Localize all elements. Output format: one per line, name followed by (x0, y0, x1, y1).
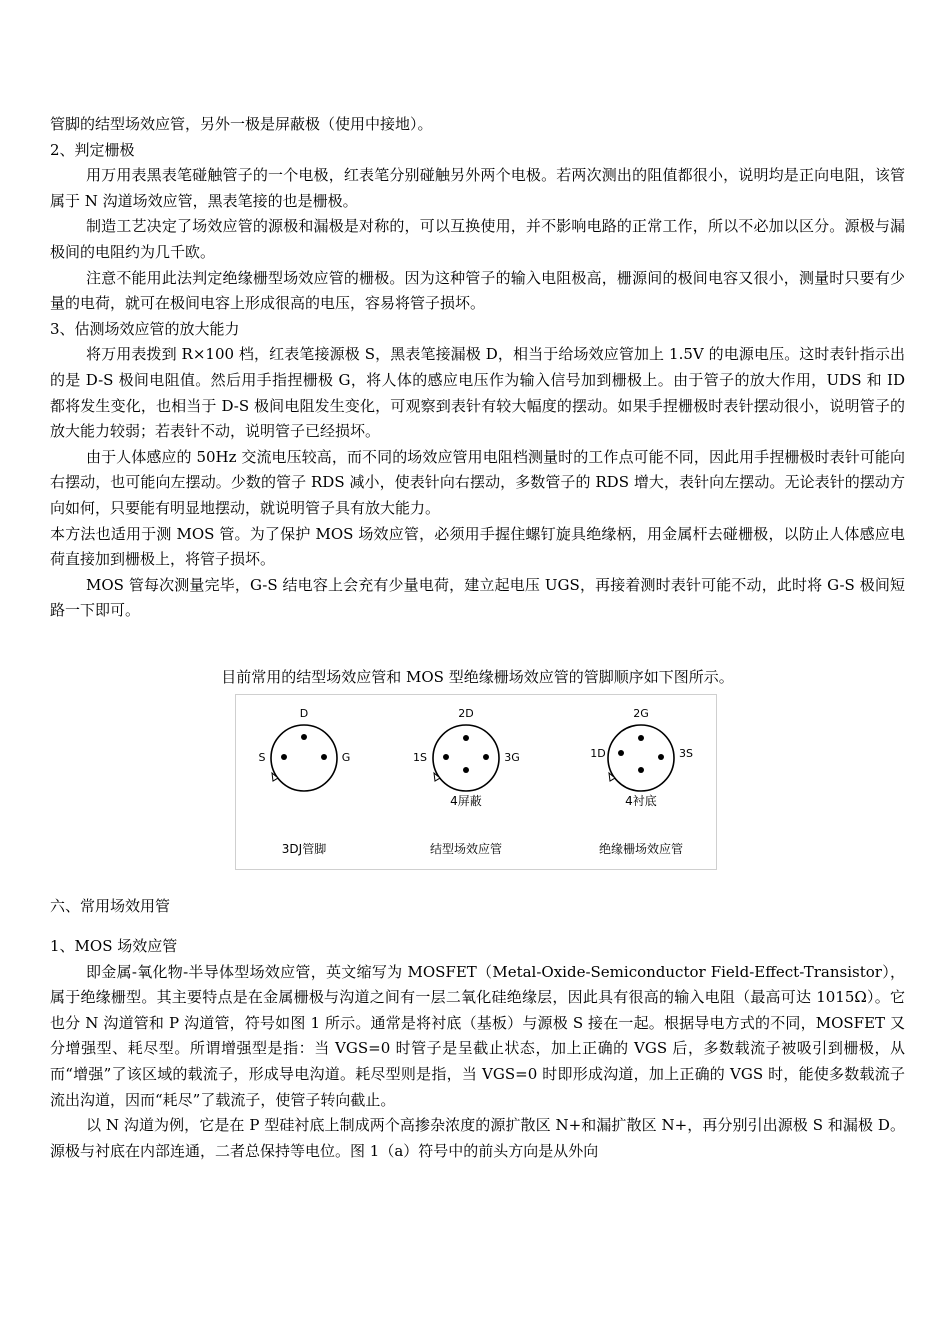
paragraph: 由于人体感应的 50Hz 交流电压较高，而不同的场效应管用电阻档测量时的工作点可能不同，因此用手捏栅极时表针可能向右摆动，也可能向左摆动。少数的管子 RDS 减小，使表针向右摆动，多数管子的 RDS 增大，表针向左摆动。无论表针的摆动方向如何，只要能有明显地摆动，就说明管子具有放大能力。 (50, 447, 905, 517)
paragraph: 本方法也适用于测 MOS 管。为了保护 MOS 场效应管，必须用手握住螺钉旋具绝缘柄，用金属杆去碰栅极，以防止人体感应电荷直接加到栅极上，将管子损坏。 (50, 524, 905, 569)
pin-label: S (258, 751, 266, 765)
section-heading-gate: 2、判定栅极 (50, 140, 135, 159)
section-heading-amplification: 3、估测场效应管的放大能力 (50, 319, 240, 338)
figure-caption: 目前常用的结型场效应管和 MOS 型绝缘栅场效应管的管脚顺序如下图所示。 (221, 667, 734, 686)
diagram-caption: 3DJ管脚 (281, 842, 327, 857)
pin-label: D (299, 707, 309, 721)
document-page (50, 112, 905, 1164)
diagram-caption: 结型场效应管 (429, 842, 503, 857)
pin-label: 1S (413, 751, 427, 765)
pin-label: 3S (679, 747, 693, 761)
paragraph: 即金属-氧化物-半导体型场效应管，英文缩写为 MOSFET（Metal-Oxide-Semiconductor Field-Effect-Transistor），属于绝缘栅型。其主要特点是在金属栅极与沟道之间有一层二氧化硅绝缘层，因此具有很高的输入电阻（最高可达 1015Ω）。它也分 N 沟道管和 P 沟道管，符号如图 1 所示。通常是将衬底（基板）与源极 S 接在一起。根据导电方式的不同，MOSFET 又分增强型、耗尽型。所谓增强型是指：当 VGS=0 时管子是呈截止状态，加上正确的 VGS 后，多数载流子被吸引到栅极，从而“增强”了该区域的载流子，形成导电沟道。耗尽型则是指，当 VGS=0 时即形成沟道，加上正确的 VGS 时，能使多数载流子流出沟道，因而“耗尽”了载流子，使管子转向截止。 (50, 962, 905, 1109)
diagram-caption: 绝缘栅场效应管 (598, 842, 684, 857)
subsection-heading-mosfet: 1、MOS 场效应管 (50, 937, 178, 956)
pinout-diagram-jfet (413, 707, 520, 856)
pinout-diagram-mosfet (590, 707, 693, 856)
paragraph: MOS 管每次测量完毕，G-S 结电容上会充有少量电荷，建立起电压 UGS，再接着测时表针可能不动，此时将 G-S 极间短路一下即可。 (50, 575, 905, 620)
pin-label: 4衬底 (625, 794, 657, 809)
paragraph: 制造工艺决定了场效应管的源极和漏极是对称的，可以互换使用，并不影响电路的正常工作，所以不必加以区分。源极与漏极间的电阻约为几千欧。 (50, 217, 905, 261)
pin-label: 2G (633, 707, 649, 721)
chapter-heading: 六、常用场效用管 (50, 897, 171, 916)
paragraph: 将万用表拨到 R×100 档，红表笔接源极 S，黑表笔接漏极 D，相当于给场效应管加上 1.5V 的电源电压。这时表针指示出的是 D-S 极间电阻值。然后用手指捏栅极 G，将人体的感应电压作为输入信号加到栅极上。由于管子的放大作用，UDS 和 ID 都将发生变化，也相当于 D-S 极间电阻发生变化，可观察到表针有较大幅度的摆动。如果手捏栅极时表针摆动很小，说明管子的放大能力较弱；若表针不动，说明管子已经损坏。 (50, 345, 905, 441)
pin-label: 2D (458, 707, 474, 721)
pin-label: 4屏蔽 (450, 794, 482, 809)
paragraph: 以 N 沟道为例，它是在 P 型硅衬底上制成两个高掺杂浓度的源扩散区 N+和漏扩散区 N+，再分别引出源极 S 和漏极 D。源极与衬底在内部连通，二者总保持等电位。图 1（a）符号中的前头方向是从外向 (50, 1116, 905, 1160)
paragraph: 用万用表黑表笔碰触管子的一个电极，红表笔分别碰触另外两个电极。若两次测出的阻值都很小，说明均是正向电阻，该管属于 N 沟道场效应管，黑表笔接的也是栅极。 (50, 166, 905, 210)
pin-label: 1D (590, 747, 606, 761)
pin-label: G (341, 751, 351, 765)
pinout-figure (235, 694, 717, 870)
pin-label: 3G (504, 751, 520, 765)
paragraph: 注意不能用此法判定绝缘栅型场效应管的栅极。因为这种管子的输入电阻极高，栅源间的极间电容又很小，测量时只要有少量的电荷，就可在极间电容上形成很高的电压，容易将管子损坏。 (50, 268, 905, 313)
pinout-diagram-3dj (259, 707, 351, 856)
paragraph: 管脚的结型场效应管，另外一极是屏蔽极（使用中接地）。 (50, 115, 433, 133)
